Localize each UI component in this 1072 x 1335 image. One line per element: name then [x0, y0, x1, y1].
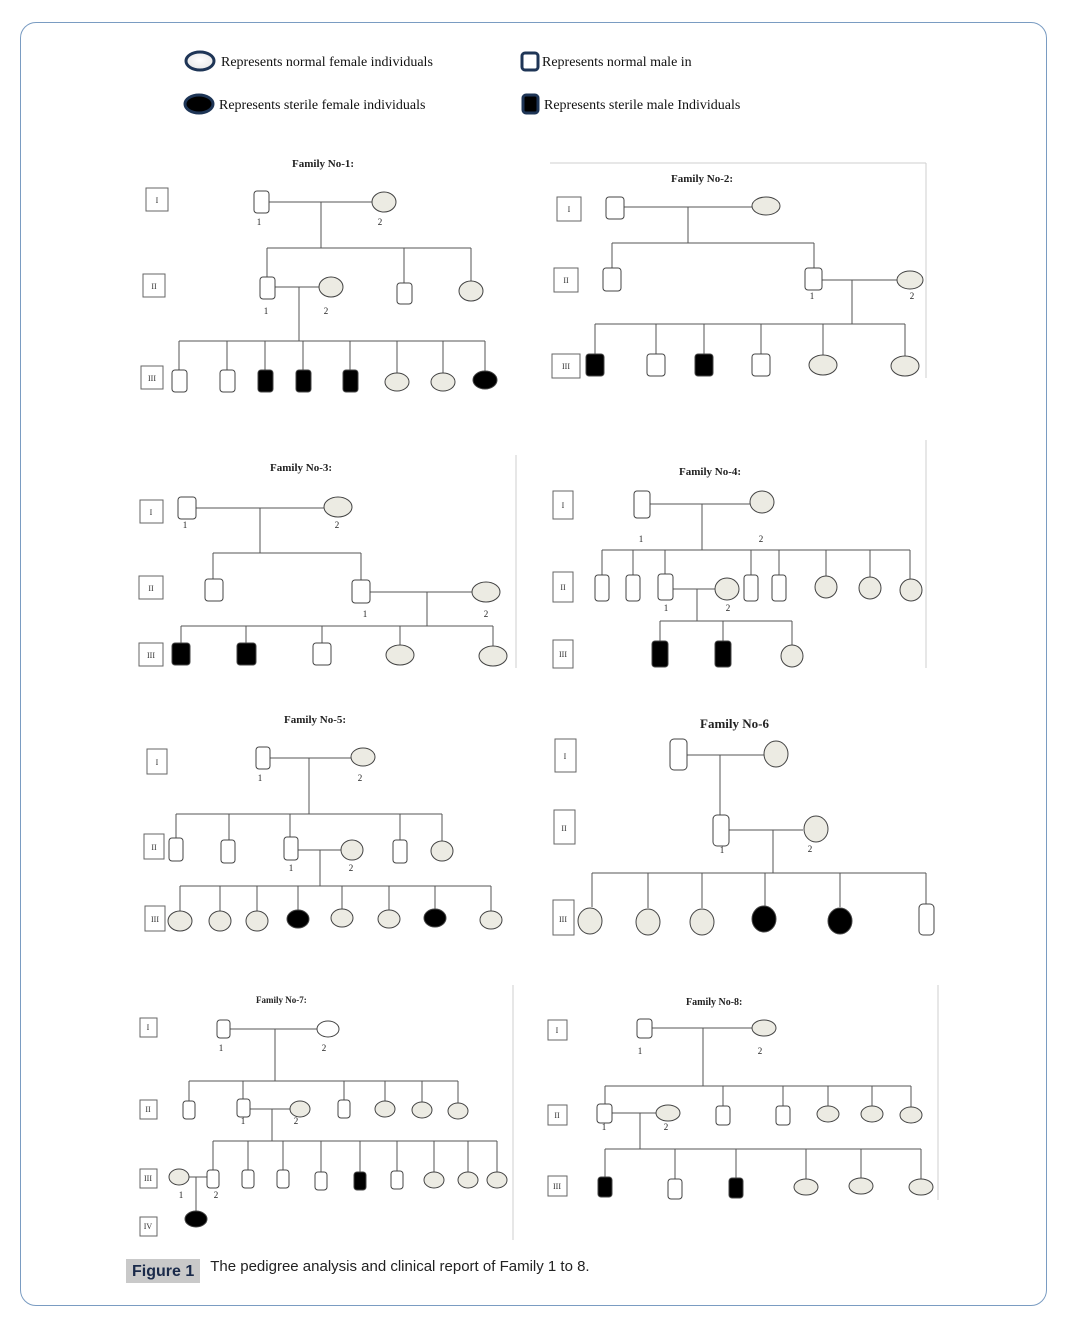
- family-1-gen-II: II: [151, 282, 157, 291]
- family-5-III-5-normal-female: [331, 909, 353, 927]
- family-3-gen-III: III: [147, 651, 155, 660]
- family-6-III-4-sterile-female: [752, 906, 776, 932]
- family-2-gen-I: I: [567, 205, 571, 214]
- family-7: [140, 995, 507, 1236]
- family-8-I-2-normal-female: [752, 1020, 776, 1036]
- family-1-num-II-2: 2: [323, 306, 329, 316]
- family-6-gen-III: III: [559, 915, 567, 924]
- family-4-gen-labels: [553, 491, 573, 668]
- family-8-num-I-2: 2: [757, 1046, 763, 1056]
- family-5-III-4-sterile-female: [287, 910, 309, 928]
- family-3-members: [172, 497, 507, 666]
- family-6-III-2-normal-female: [636, 909, 660, 935]
- family-1-II-1-normal-male: [260, 277, 275, 299]
- family-8-gen-II: II: [554, 1111, 560, 1120]
- legend-sterile-female-symbol: [185, 95, 213, 113]
- family-2-I-2-normal-female: [752, 197, 780, 215]
- family-5-III-1-normal-female: [168, 911, 192, 931]
- family-6-III-3-normal-female: [690, 909, 714, 935]
- family-2-III-4-normal-male: [752, 354, 770, 376]
- family-4-members: [595, 491, 922, 667]
- family-2-gen-labels: [552, 197, 581, 378]
- family-4-II-2-normal-male: [626, 575, 640, 601]
- family-4-gen-II: II: [560, 583, 566, 592]
- family-4-III-1-sterile-male: [652, 641, 668, 667]
- family-7-gen-labels: [140, 1018, 157, 1236]
- family-8-III-5-normal-female: [849, 1178, 873, 1194]
- family-4-gen-III: III: [559, 650, 567, 659]
- family-8-numbers: [602, 1046, 763, 1132]
- family-3-II-1-normal-male: [205, 579, 223, 601]
- figure-caption-text: The pedigree analysis and clinical report of Family 1 to 8.: [210, 1257, 590, 1275]
- family-5-gen-III: III: [151, 915, 159, 924]
- family-7-II-1-normal-male: [183, 1101, 195, 1119]
- family-6-numbers: [720, 844, 813, 855]
- legend-sterile-male-symbol: [523, 95, 538, 113]
- family-1-III-7-normal-female: [431, 373, 455, 391]
- family-4-II-1-normal-male: [595, 575, 609, 601]
- family-1-gen-III: III: [148, 374, 156, 383]
- family-8-III-2-normal-male: [668, 1179, 682, 1199]
- family-4-II-8-normal-female: [859, 577, 881, 599]
- family-3-III-1-sterile-male: [172, 643, 190, 665]
- family-5-num-I-2: 2: [357, 773, 363, 783]
- family-6-I-1-normal-male: [670, 739, 687, 770]
- family-8-III-3-sterile-male: [729, 1178, 743, 1198]
- family-5-I-1-normal-male: [256, 747, 270, 769]
- family-4-lines: [602, 504, 910, 645]
- family-3-num-II-1: 1: [362, 609, 368, 619]
- family-5-III-3-normal-female: [246, 911, 268, 931]
- family-7-II-4-normal-male: [338, 1100, 350, 1118]
- family-7-IV-1-sterile-female: [185, 1211, 207, 1227]
- family-1-III-3-sterile-male: [258, 370, 273, 392]
- family-7-III-7-normal-male: [391, 1171, 403, 1189]
- family-1-numbers: [257, 217, 383, 316]
- family-8-num-II-2: 2: [663, 1122, 669, 1132]
- family-1-num-I-2: 2: [377, 217, 383, 227]
- family-2-num-2: 2: [909, 291, 915, 301]
- family-7-num-I-1: 1: [218, 1043, 224, 1053]
- family-8-II-2-normal-female: [656, 1105, 680, 1121]
- family-5-III-7-sterile-female: [424, 909, 446, 927]
- family-6-gen-II: II: [561, 824, 567, 833]
- family-7-I-2-normal-female: [317, 1021, 339, 1037]
- family-3-gen-II: II: [148, 584, 154, 593]
- family-6-I-2-normal-female: [764, 741, 788, 767]
- family-8-gen-I: I: [555, 1026, 559, 1035]
- family-1-II-4-normal-female: [459, 281, 483, 301]
- family-2-III-3-sterile-male: [695, 354, 713, 376]
- family-7-III-5-normal-male: [315, 1172, 327, 1190]
- family-3-gen-labels: [139, 500, 163, 666]
- family-5: [144, 714, 502, 931]
- family-1-title: Family No-1:: [292, 158, 355, 170]
- legend-normal-female-label: Represents normal female individuals: [221, 55, 433, 70]
- family-8-III-1-sterile-male: [598, 1177, 612, 1197]
- family-8-members: [597, 1019, 933, 1199]
- family-8-II-7-normal-female: [900, 1107, 922, 1123]
- family-7-II-2-normal-male: [237, 1099, 250, 1117]
- family-4-II-6-normal-male: [772, 575, 786, 601]
- family-2-III-1-sterile-male: [586, 354, 604, 376]
- family-5-num-II-1: 1: [288, 863, 294, 873]
- legend: [185, 52, 740, 113]
- family-6-lines: [592, 755, 926, 908]
- family-7-II-6-normal-female: [412, 1102, 432, 1118]
- family-2-III-6-normal-female: [891, 356, 919, 376]
- family-7-III-8-normal-female: [424, 1172, 444, 1188]
- family-6-gen-I: I: [563, 752, 567, 761]
- family-5-I-2-normal-female: [351, 748, 375, 766]
- family-2-title: Family No-2:: [671, 173, 734, 185]
- family-4-II-9-normal-female: [900, 579, 922, 601]
- family-8-gen-labels: [548, 1020, 567, 1196]
- family-4-I-2-normal-female: [750, 491, 774, 513]
- family-1-II-2-normal-female: [319, 277, 343, 297]
- family-6-III-1-normal-female: [578, 908, 602, 934]
- family-6-II-2-normal-female: [804, 816, 828, 842]
- family-5-num-II-2: 2: [348, 863, 354, 873]
- legend-sterile-male-label: Represents sterile male Individuals: [544, 98, 741, 113]
- legend-sterile-female-label: Represents sterile female individuals: [219, 98, 426, 113]
- family-1-III-8-sterile-female: [473, 371, 497, 389]
- family-1-members: [172, 191, 497, 392]
- family-2-III-2-normal-male: [647, 354, 665, 376]
- family-8-II-6-normal-female: [861, 1106, 883, 1122]
- family-4-num-II-1: 1: [663, 603, 669, 613]
- figure-caption: [126, 1257, 590, 1285]
- family-7-III-4-normal-male: [277, 1170, 289, 1188]
- family-5-members: [168, 747, 502, 931]
- family-1-gen-I: I: [155, 196, 159, 205]
- family-8-title: Family No-8:: [686, 997, 743, 1008]
- family-8: [548, 997, 933, 1199]
- family-7-gen-I: I: [146, 1023, 150, 1032]
- family-2-II-3-normal-female: [897, 271, 923, 289]
- family-5-III-8-normal-female: [480, 911, 502, 929]
- family-7-title: Family No-7:: [256, 995, 307, 1005]
- family-3-num-II-2: 2: [483, 609, 489, 619]
- family-5-II-2-normal-male: [221, 840, 235, 863]
- family-7-gen-IV: IV: [143, 1222, 153, 1231]
- family-1-II-3-normal-male: [397, 283, 412, 304]
- family-5-II-5-normal-male: [393, 840, 407, 863]
- family-8-gen-III: III: [553, 1182, 561, 1191]
- family-4-II-4-normal-female: [715, 578, 739, 600]
- family-3-num-I-1: 1: [182, 520, 188, 530]
- family-2-I-1-normal-male: [606, 197, 624, 219]
- figure-label: Figure 1: [126, 1259, 200, 1283]
- family-8-II-3-normal-male: [716, 1106, 730, 1125]
- family-5-II-4-normal-female: [341, 840, 363, 860]
- family-3-I-2-normal-female: [324, 497, 352, 517]
- family-5-II-1-normal-male: [169, 838, 183, 861]
- family-7-II-3-normal-female: [290, 1101, 310, 1117]
- family-5-gen-I: I: [155, 758, 159, 767]
- family-6-num-1: 1: [719, 845, 725, 855]
- family-1: [141, 158, 497, 392]
- legend-normal-male-label: Represents normal male in: [542, 55, 692, 70]
- family-6-III-6-normal-male: [919, 904, 934, 935]
- family-2-gen-II: II: [563, 276, 569, 285]
- family-7-gen-III: III: [144, 1174, 152, 1183]
- family-8-III-6-normal-female: [909, 1179, 933, 1195]
- family-7-III-9-normal-female: [458, 1172, 478, 1188]
- family-4-numbers: [639, 534, 764, 613]
- family-2-lines: [595, 207, 905, 357]
- family-4-gen-I: I: [561, 501, 565, 510]
- family-8-II-1-normal-male: [597, 1104, 612, 1123]
- family-1-III-5-sterile-male: [343, 370, 358, 392]
- family-8-II-4-normal-male: [776, 1106, 790, 1125]
- family-2-II-2-normal-male: [805, 268, 822, 290]
- family-6-II-1-normal-male: [713, 815, 729, 846]
- family-4-title: Family No-4:: [679, 466, 742, 478]
- family-1-III-4-sterile-male: [296, 370, 311, 392]
- family-7-III-3-normal-male: [242, 1170, 254, 1188]
- family-6-num-2: 2: [807, 844, 813, 854]
- family-7-III-1-normal-female: [169, 1169, 189, 1185]
- family-3-III-5-normal-female: [479, 646, 507, 666]
- family-7-I-1-normal-male: [217, 1020, 230, 1038]
- family-8-num-II-1: 1: [601, 1122, 607, 1132]
- family-1-num-I-1: 1: [256, 217, 262, 227]
- family-5-num-I-1: 1: [257, 773, 263, 783]
- family-6: [553, 716, 934, 935]
- family-7-lines: [189, 1029, 497, 1211]
- family-5-III-6-normal-female: [378, 910, 400, 928]
- family-2: [552, 173, 923, 378]
- family-3-II-3-normal-female: [472, 582, 500, 602]
- family-4-II-7-normal-female: [815, 576, 837, 598]
- legend-normal-male-symbol: [522, 53, 538, 70]
- family-1-III-2-normal-male: [220, 370, 235, 392]
- family-8-II-5-normal-female: [817, 1106, 839, 1122]
- family-7-num-III-2: 2: [213, 1190, 219, 1200]
- family-1-gen-labels: [141, 188, 168, 389]
- family-5-II-3-normal-male: [284, 837, 298, 860]
- family-4-II-5-normal-male: [744, 575, 758, 601]
- family-8-lines: [605, 1028, 921, 1179]
- family-3: [139, 462, 507, 666]
- family-7-num-II-1: 1: [240, 1116, 246, 1126]
- family-5-gen-labels: [144, 749, 167, 931]
- family-1-III-1-normal-male: [172, 370, 187, 392]
- family-4-num-I-1: 1: [638, 534, 644, 544]
- family-6-gen-labels: [553, 739, 576, 935]
- family-4-III-3-normal-female: [781, 645, 803, 667]
- family-4-num-II-2: 2: [725, 603, 731, 613]
- family-7-num-II-2: 2: [293, 1116, 299, 1126]
- family-6-title: Family No-6: [700, 716, 769, 731]
- family-5-III-2-normal-female: [209, 911, 231, 931]
- family-2-num-1: 1: [809, 291, 815, 301]
- family-3-num-I-2: 2: [334, 520, 340, 530]
- family-7-II-7-normal-female: [448, 1103, 468, 1119]
- family-1-I-2-normal-female: [372, 192, 396, 212]
- family-6-III-5-sterile-female: [828, 908, 852, 934]
- family-3-III-4-normal-female: [386, 645, 414, 665]
- family-7-num-I-2: 2: [321, 1043, 327, 1053]
- family-4-num-I-2: 2: [758, 534, 764, 544]
- family-5-title: Family No-5:: [284, 714, 347, 726]
- family-7-num-III-1: 1: [178, 1190, 184, 1200]
- family-8-I-1-normal-male: [637, 1019, 652, 1038]
- family-7-gen-II: II: [145, 1105, 151, 1114]
- family-7-II-5-normal-female: [375, 1101, 395, 1117]
- family-3-I-1-normal-male: [178, 497, 196, 519]
- family-1-III-6-normal-female: [385, 373, 409, 391]
- family-3-II-2-normal-male: [352, 580, 370, 603]
- family-5-gen-II: II: [151, 843, 157, 852]
- family-8-III-4-normal-female: [794, 1179, 818, 1195]
- family-4-II-3-normal-male: [658, 574, 673, 600]
- family-2-II-1-normal-male: [603, 268, 621, 291]
- family-5-lines: [176, 758, 491, 911]
- panel-separators: [513, 163, 938, 1240]
- family-4-III-2-sterile-male: [715, 641, 731, 667]
- family-1-I-1-normal-male: [254, 191, 269, 213]
- family-7-III-6-sterile-male: [354, 1172, 366, 1190]
- family-4: [553, 466, 922, 668]
- family-3-title: Family No-3:: [270, 462, 333, 474]
- family-1-num-II-1: 1: [263, 306, 269, 316]
- family-2-III-5-normal-female: [809, 355, 837, 375]
- family-5-II-6-normal-female: [431, 841, 453, 861]
- family-6-members: [578, 739, 934, 935]
- family-2-members: [586, 197, 923, 376]
- family-8-num-I-1: 1: [637, 1046, 643, 1056]
- family-4-I-1-normal-male: [634, 491, 650, 518]
- family-7-III-2-normal-male: [207, 1170, 219, 1188]
- family-2-numbers: [810, 291, 915, 301]
- family-2-gen-III: III: [562, 362, 570, 371]
- family-7-III-10-normal-female: [487, 1172, 507, 1188]
- family-3-III-3-normal-male: [313, 643, 331, 665]
- legend-normal-female-symbol: [186, 52, 214, 70]
- family-3-gen-I: I: [149, 508, 153, 517]
- family-3-III-2-sterile-male: [237, 643, 256, 665]
- family-3-numbers: [183, 520, 489, 619]
